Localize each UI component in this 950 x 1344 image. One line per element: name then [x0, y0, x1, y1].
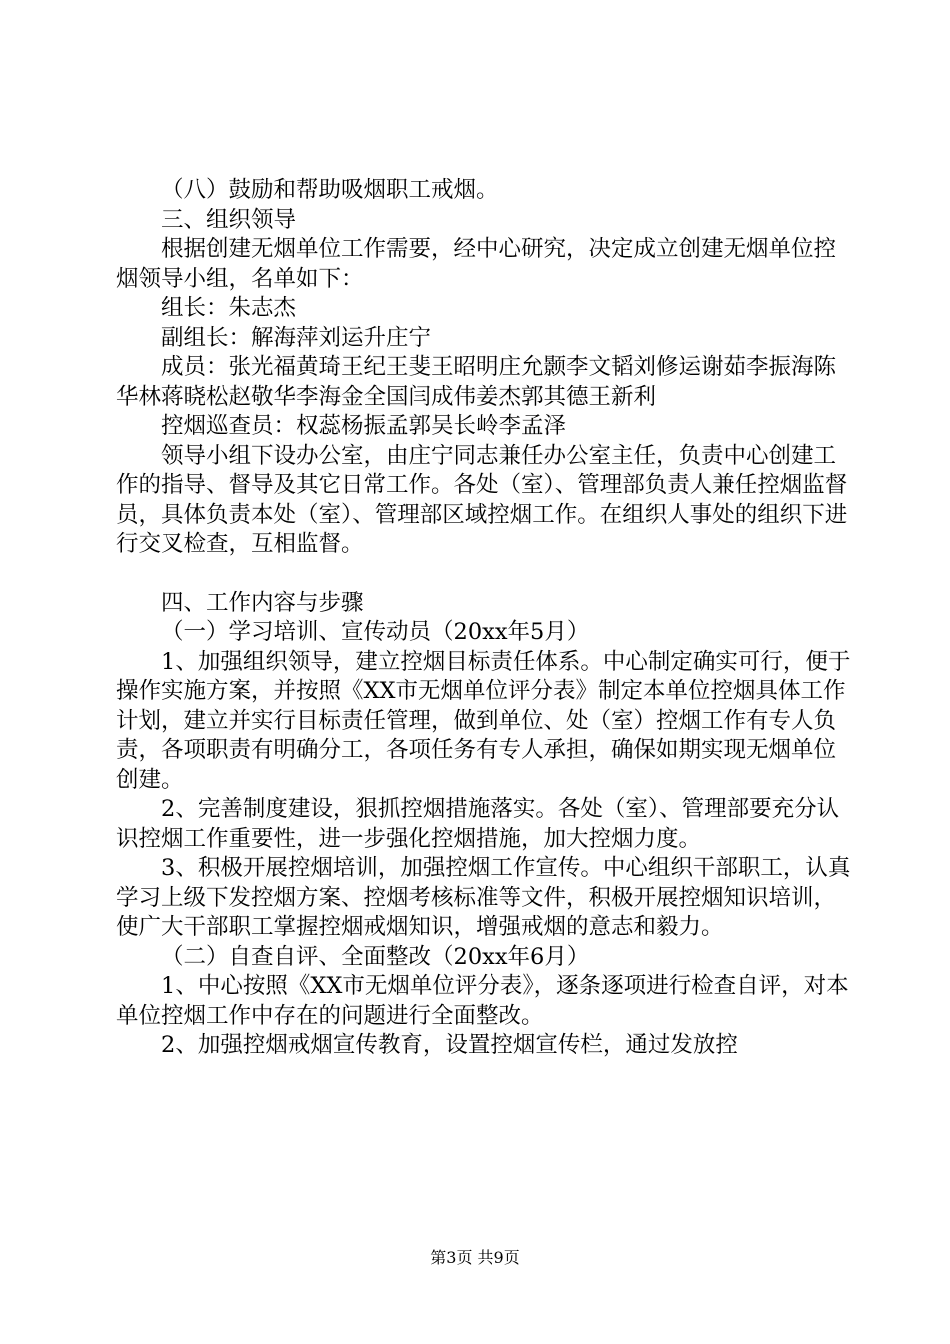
paragraph-office: 领导小组下设办公室，由庄宁同志兼任办公室主任，负责中心创建工作的指导、督导及其它日常工作。各处（室）、管理部负责人兼任控烟监督员，具体负责本处（室）、管理部区域控烟工作。在组织人事处的组织下进行交叉检查，互相监督。: [116, 442, 848, 557]
subheading-self-check: （二）自查自评、全面整改（20xx年6月）: [161, 943, 590, 970]
paragraph-deputy-leader: 副组长：解海萍刘运升庄宁: [161, 324, 432, 351]
paragraph-item-1: 1、加强组织领导，建立控烟目标责任体系。中心制定确实可行，便于操作实施方案，并按照《XX市无烟单位评分表》制定本单位控烟具体工作计划，建立并实行目标责任管理，做到单位、处（室）控烟工作有专人负责，各项职责有明确分工，各项任务有专人承担，确保如期实现无烟单位创建。: [116, 648, 851, 793]
paragraph-item-2: 2、完善制度建设，狠抓控烟措施落实。各处（室）、管理部要充分认识控烟工作重要性，进一步强化控烟措施，加大控烟力度。: [116, 796, 840, 852]
subheading-training: （一）学习培训、宣传动员（20xx年5月）: [161, 619, 590, 645]
paragraph-self-check-1: 1、中心按照《XX市无烟单位评分表》，逐条逐项进行检查自评，对本单位控烟工作中存在的问题进行全面整改。: [116, 973, 849, 1029]
page-footer: 第3页 共9页: [430, 1248, 520, 1267]
paragraph-self-check-2: 2、加强控烟戒烟宣传教育，设置控烟宣传栏，通过发放控: [161, 1032, 738, 1058]
paragraph-encourage-quit: （八）鼓励和帮助吸烟职工戒烟。: [161, 177, 499, 203]
document-body: [116, 176, 852, 1061]
paragraph-item-3: 3、积极开展控烟培训，加强控烟工作宣传。中心组织干部职工，认真学习上级下发控烟方案、控烟考核标准等文件，积极开展控烟知识培训，使广大干部职工掌握控烟戒烟知识，增强戒烟的意志和毅力。: [116, 855, 851, 940]
paragraph-group-leader: 组长：朱志杰: [161, 295, 297, 321]
paragraph-members: 成员：张光福黄琦王纪王斐王昭明庄允颢李文韬刘修运谢茹李振海陈华林蒋晓松赵敬华李海金全国闫成伟姜杰郭其德王新利: [116, 354, 837, 410]
paragraph-inspectors: 控烟巡查员：权蕊杨振孟郭吴长岭李孟泽: [161, 413, 567, 439]
heading-work-content: 四、工作内容与步骤: [161, 589, 364, 616]
paragraph-spacer: [116, 560, 852, 589]
heading-organization: 三、组织领导: [161, 206, 297, 233]
paragraph-leading-group: 根据创建无烟单位工作需要，经中心研究，决定成立创建无烟单位控烟领导小组，名单如下：: [116, 236, 837, 292]
